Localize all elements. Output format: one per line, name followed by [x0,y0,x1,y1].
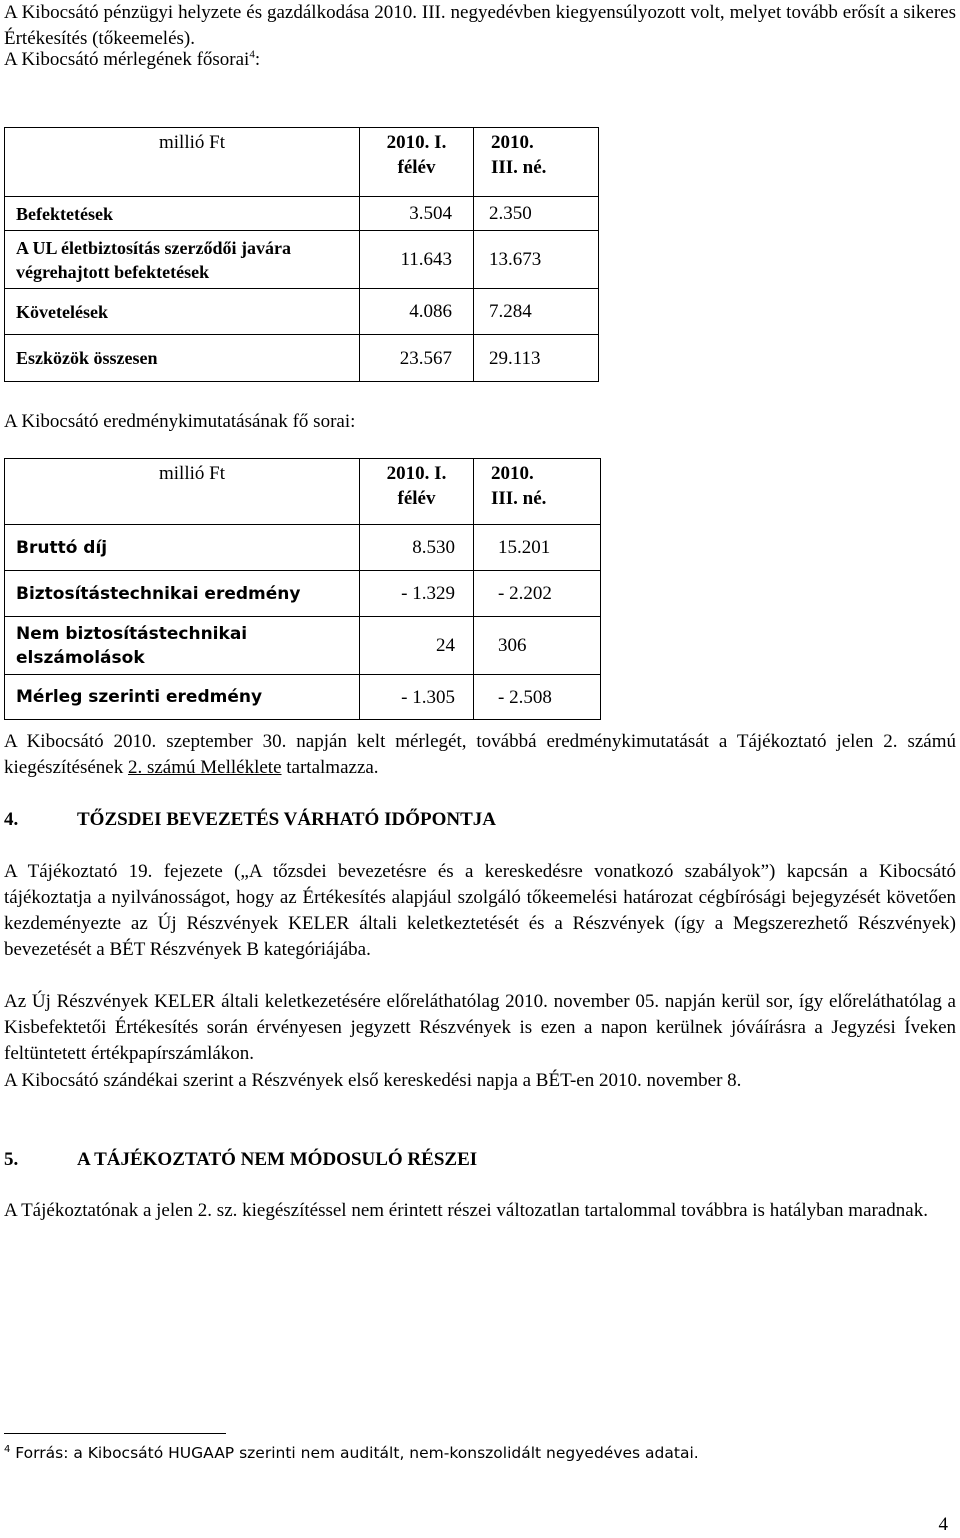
value-h1: 8.530 [360,525,474,571]
table-row [5,571,601,617]
row-label: Bruttó díj [5,525,360,571]
value-q3: - 2.202 [474,571,601,617]
section-title: TŐZSDEI BEVEZETÉS VÁRHATÓ IDŐPONTJA [77,809,496,830]
table-header-row [5,128,599,197]
section-4-paragraph: A Kibocsátó szándékai szerint a Részvények első kereskedési napja a BÉT-en 2010. november 8. [4,1070,742,1091]
appendix-reference: 2. számú Melléklete [127,757,282,778]
table-row [5,675,601,720]
row-label: Befektetések [5,197,360,231]
value-h1: - 1.305 [360,675,474,720]
section-5-heading [4,1147,477,1173]
table-row [5,289,599,335]
table-row [5,197,599,231]
statements-note: A Kibocsátó 2010. szeptember 30. napján kelt mérlegét, továbbá eredménykimutatását a Tájékoztató jelen 2. számú kiegészítésének 2. számú Melléklete tartalmazza. [4,731,956,778]
table-row [5,231,599,289]
column-header-q3: 2010. III. né. [474,128,599,197]
value-q3: - 2.508 [474,675,601,720]
footnote-ref: 4 [249,48,255,61]
balance-heading-text: A Kibocsátó mérlegének fősorai [4,49,250,70]
footnote-separator [4,1433,226,1434]
footnote [4,1442,699,1464]
income-table [4,458,601,720]
column-header-q3: 2010. III. né. [474,459,601,525]
table-row [5,617,601,675]
row-label: Mérleg szerinti eredmény [5,675,360,720]
value-h1: 23.567 [360,335,474,382]
value-h1: 4.086 [360,289,474,335]
footnote-marker: 4 [4,1443,11,1455]
balance-heading-suffix: : [254,49,261,70]
value-q3: 15.201 [474,525,601,571]
value-h1: 11.643 [360,231,474,289]
income-heading: A Kibocsátó eredménykimutatásának fő sorai: [4,411,356,432]
value-q3: 7.284 [474,289,599,335]
footnote-text: Forrás: a Kibocsátó HUGAAP szerinti nem auditált, nem-konszolidált negyedéves adatai. [10,1444,699,1462]
value-q3: 13.673 [474,231,599,289]
table-row [5,335,599,382]
balance-table [4,127,599,382]
table-header-row [5,459,601,525]
unit-header: millió Ft [5,128,360,197]
row-label: A UL életbiztosítás szerződői javára végrehajtott befektetések [5,231,360,289]
value-q3: 306 [474,617,601,675]
row-label: Biztosítástechnikai eredmény [5,571,360,617]
intro-paragraph: A Kibocsátó pénzügyi helyzete és gazdálkodása 2010. III. negyedévben kiegyensúlyozott volt, melyet tovább erősít a sikeres Értékesítés (tőkeemelés). [4,2,956,49]
section-4-paragraph: A Tájékoztató 19. fejezete („A tőzsdei bevezetésre és a kereskedésre vonatkozó szabályok”) kapcsán a Kibocsátó tájékoztatja a nyilvánosságot, hogy az Értékesítés alapjául szolgáló tőkeemelési határozat cégbírósági bejegyzését követően kezdeményezte az Új Részvények KELER általi keletkeztetését és a Részvények (így a Megszerezhető Részvények) bevezetését a BÉT Részvények B kategóriájába. [4,861,956,960]
section-4-heading [4,807,496,833]
page-number: 4 [938,1514,948,1535]
row-label: Eszközök összesen [5,335,360,382]
section-4-paragraph: Az Új Részvények KELER általi keletkezetésére előreláthatólag 2010. november 05. napján kerül sor, így előreláthatólag a Kisbefektetői Értékesítés során érvényesen jegyzett Részvények is ezen a napon kerülnek jóváírásra a Jegyzési Íveken feltüntetett értékpapírszámlákon. [4,991,956,1064]
section-number: 5. [4,1149,19,1170]
row-label: Követelések [5,289,360,335]
value-q3: 29.113 [474,335,599,382]
value-h1: - 1.329 [360,571,474,617]
section-number: 4. [4,809,19,830]
section-5-paragraph: A Tájékoztatónak a jelen 2. sz. kiegészítéssel nem érintett részei változatlan tartalommal továbbra is hatályban maradnak. [4,1200,928,1221]
value-q3: 2.350 [474,197,599,231]
unit-header: millió Ft [5,459,360,525]
row-label: Nem biztosítástechnikai elszámolások [5,617,360,675]
value-h1: 24 [360,617,474,675]
balance-heading [4,47,260,73]
section-title: A TÁJÉKOZTATÓ NEM MÓDOSULÓ RÉSZEI [77,1149,478,1170]
table-row [5,525,601,571]
column-header-h1: 2010. I. félév [360,128,474,197]
column-header-h1: 2010. I. félév [360,459,474,525]
value-h1: 3.504 [360,197,474,231]
